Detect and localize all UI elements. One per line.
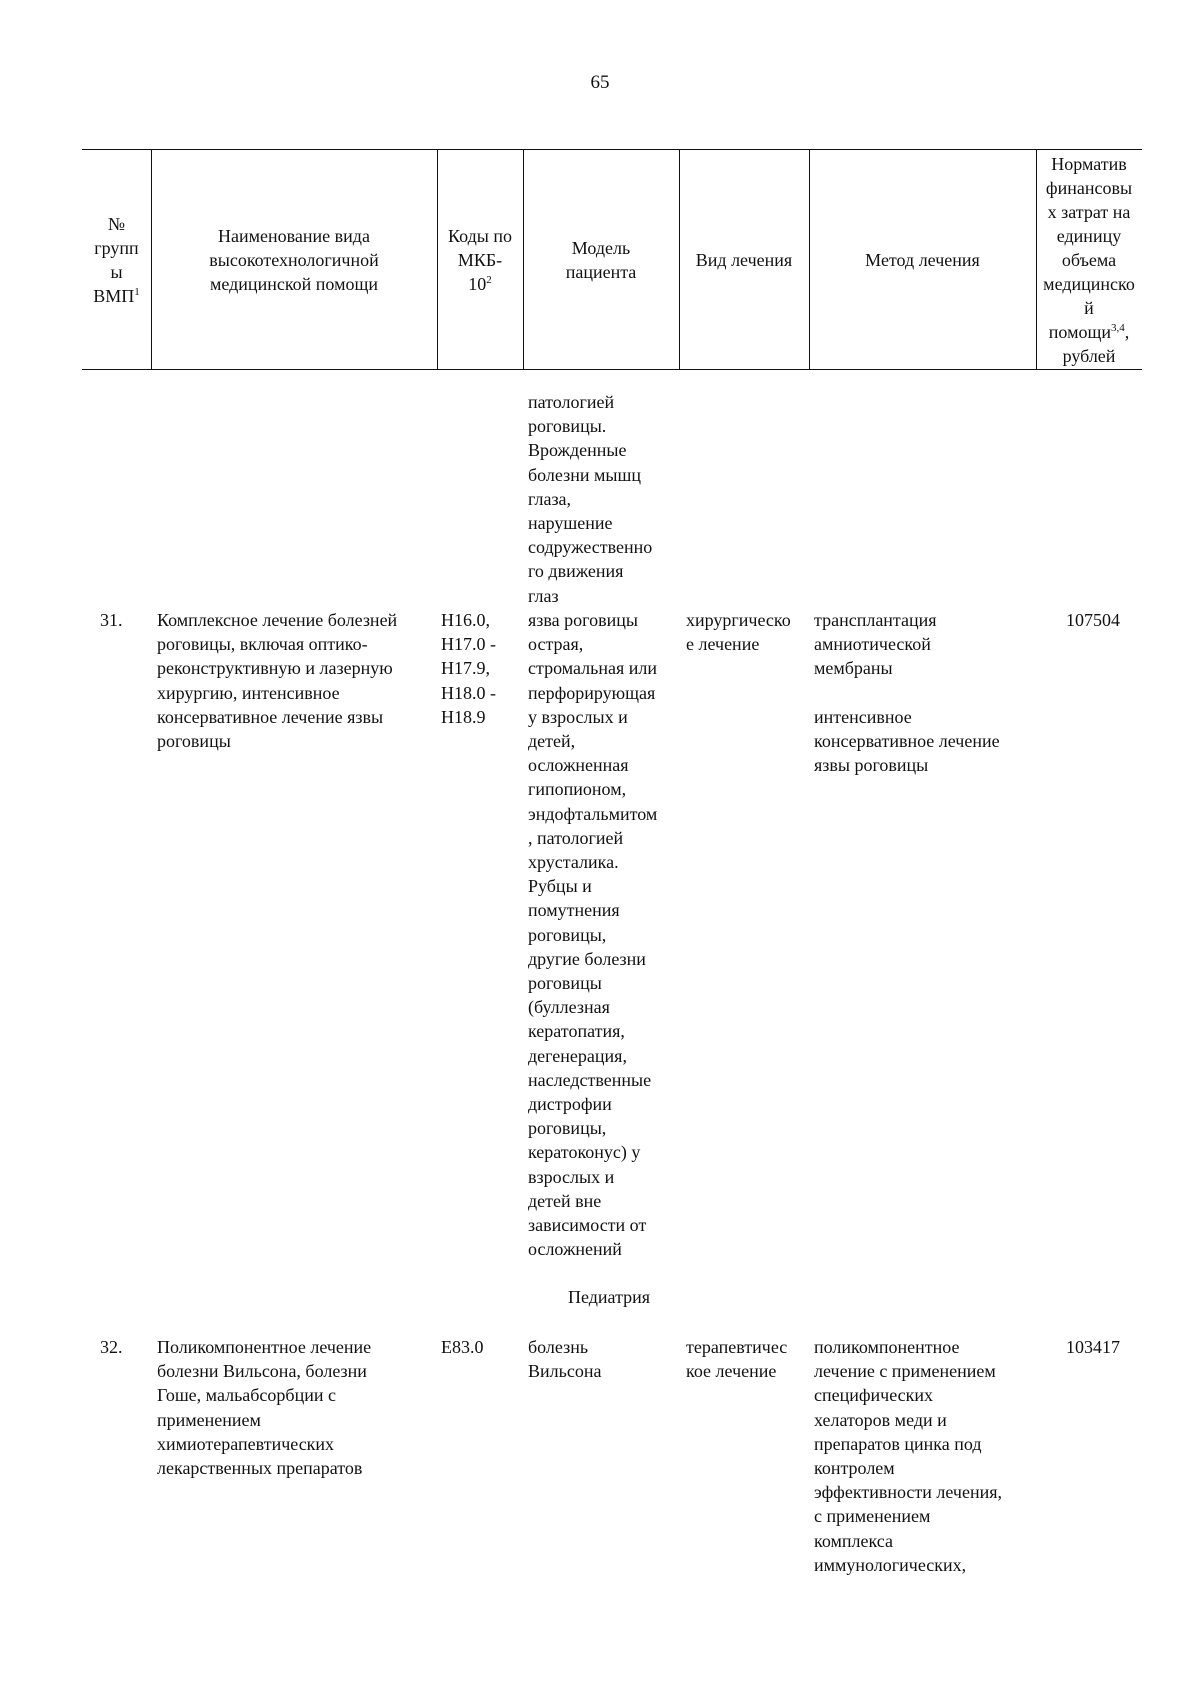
header-cost-norm-unit: , рублей bbox=[1062, 322, 1130, 366]
header-treatment-method bbox=[809, 150, 1036, 370]
row-care-name: Комплексное лечение болезней роговицы, включая оптико- реконструктивную и лазерную хирургию, интенсивное консервативное лечение язвы роговицы bbox=[157, 610, 398, 752]
header-care-name-text: Наименование вида высокотехнологичной медицинской помощи bbox=[209, 226, 379, 294]
row-treatment-type: хирургическо е лечение bbox=[686, 610, 791, 655]
header-treatment-type bbox=[679, 150, 809, 370]
row-patient-model: язва роговицы острая, стромальная или перфорирующая у взрослых и детей, осложненная гипопионом, эндофтальмитом , патологией хрусталика. Рубцы и помутнения роговицы, другие болезни роговицы (буллезная кератопатия, дегенерация, наследственные дистрофии роговицы, кератоконус) у взрослых и детей вне зависимости от осложнений bbox=[528, 610, 658, 1260]
row-cost-norm: 107504 bbox=[1066, 610, 1120, 630]
footnote-mark: 1 bbox=[134, 286, 140, 298]
row-patient-model: болезнь Вильсона bbox=[528, 1337, 602, 1382]
header-group-number bbox=[82, 150, 151, 370]
row-icd-codes: E83.0 bbox=[441, 1337, 484, 1357]
header-cost-norm bbox=[1036, 150, 1142, 370]
row-treatment-method: трансплантация амниотической мембраны интенсивное консервативное лечение язвы роговицы bbox=[814, 610, 1000, 776]
header-icd-codes bbox=[437, 150, 523, 370]
header-treatment-type-text: Вид лечения bbox=[695, 250, 793, 270]
row-treatment-type: терапевтичес кое лечение bbox=[686, 1337, 788, 1382]
footnote-mark: 3,4 bbox=[1110, 322, 1125, 334]
header-icd-codes-text: Коды по МКБ- 10 bbox=[448, 226, 512, 294]
header-patient-model-text: Модель пациента bbox=[565, 238, 637, 282]
row-icd-codes: H16.0, H17.0 - H17.9, H18.0 - H18.9 bbox=[441, 610, 496, 727]
continued-patient-model: патологией роговицы. Врожденные болезни мышц глаза, нарушение содружественно го движения глаз bbox=[528, 392, 653, 606]
row-cost-norm: 103417 bbox=[1066, 1337, 1120, 1357]
section-title: Педиатрия bbox=[568, 1287, 651, 1307]
header-cost-norm-text: Норматив финансовы х затрат на единицу объема медицинско й помощи bbox=[1043, 154, 1135, 342]
footnote-mark: 2 bbox=[486, 274, 492, 286]
header-patient-model bbox=[523, 150, 679, 370]
header-treatment-method-text: Метод лечения bbox=[865, 250, 980, 270]
row-number: 32. bbox=[100, 1337, 123, 1357]
page-number: 65 bbox=[590, 72, 610, 93]
row-number: 31. bbox=[100, 610, 123, 630]
header-care-name bbox=[151, 150, 437, 370]
header-group-number-text: № групп ы ВМП bbox=[93, 214, 139, 306]
row-care-name: Поликомпонентное лечение болезни Вильсона, болезни Гоше, мальабсорбции с применением химиотерапевтических лекарственных препаратов bbox=[157, 1337, 372, 1479]
row-treatment-method: поликомпонентное лечение с применением специфических хелаторов меди и препаратов цинка под контролем эффективности лечения, с применением комплекса иммунологических, bbox=[814, 1337, 1003, 1575]
